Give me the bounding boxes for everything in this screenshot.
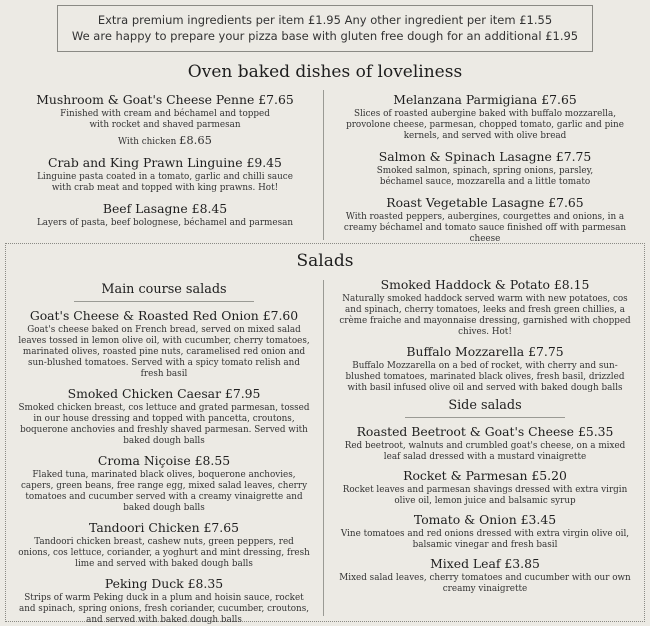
menu-item bbox=[20, 155, 310, 194]
main-salads-title: Main course salads bbox=[101, 282, 227, 297]
dish-description: Rocket leaves and parmesan shavings dressed with extra virgin olive oil, lemon juice and balsamic syrup bbox=[342, 485, 628, 506]
info-line-2: We are happy to prepare your pizza base with gluten free dough for an additional £1.95 bbox=[71, 29, 579, 43]
dish-title: Tomato & Onion £3.45 bbox=[413, 512, 557, 527]
dish-description: Mixed salad leaves, cherry tomatoes and cucumber with our own creamy vinaigrette bbox=[339, 573, 631, 594]
dish-title: Goat's Cheese & Roasted Red Onion £7.60 bbox=[29, 308, 299, 323]
info-line-1: Extra premium ingredients per item £1.95 Any other ingredient per item £1.55 bbox=[97, 13, 553, 27]
dish-title: Salmon & Spinach Lasagne £7.75 bbox=[378, 149, 592, 164]
dish-title: Crab and King Prawn Linguine £9.45 bbox=[48, 155, 282, 170]
dish-description: Naturally smoked haddock served warm with new potatoes, cos and spinach, cherry tomatoes, leeks and fresh green chillies, a crème fraiche and mayonnaise dressing, garnished with chopped chives. Hot! bbox=[339, 294, 631, 337]
dish-title: Smoked Haddock & Potato £8.15 bbox=[380, 277, 590, 292]
extra-price: £8.65 bbox=[179, 133, 212, 147]
oven-left-column bbox=[20, 92, 310, 236]
dish-description: Flaked tuna, marinated black olives, boquerone anchovies, capers, green beans, free range egg, mixed salad leaves, cherry tomatoes and cucumber served with a creamy vinaigrette and baked dough balls bbox=[20, 470, 308, 513]
menu-item bbox=[335, 195, 635, 245]
menu-item bbox=[18, 453, 310, 514]
dish-title: Croma Niçoise £8.55 bbox=[97, 453, 231, 468]
dish-title: Melanzana Parmigiana £7.65 bbox=[393, 92, 577, 107]
subheading-rule bbox=[405, 417, 565, 418]
menu-item bbox=[20, 201, 310, 229]
menu-item bbox=[18, 576, 310, 626]
salads-section-title: Salads bbox=[296, 251, 354, 271]
extra-label: With chicken bbox=[118, 137, 177, 147]
dish-description: Finished with cream and béchamel and topped with rocket and shaved parmesan bbox=[60, 109, 270, 130]
dish-title: Smoked Chicken Caesar £7.95 bbox=[67, 386, 261, 401]
menu-item bbox=[338, 277, 632, 338]
dish-description: With roasted peppers, aubergines, courgettes and onions, in a creamy béchamel and tomato sauce finished off with parmesan cheese bbox=[343, 212, 627, 244]
salads-column-divider bbox=[323, 280, 324, 616]
dish-title: Mushroom & Goat's Cheese Penne £7.65 bbox=[36, 92, 294, 107]
info-box bbox=[57, 5, 593, 52]
dish-title: Buffalo Mozzarella £7.75 bbox=[406, 344, 564, 359]
dish-description: Smoked chicken breast, cos lettuce and grated parmesan, tossed in our house dressing and topped with pancetta, croutons, boquerone anchovies and freshly shaved parmesan. Served with baked dough balls bbox=[18, 403, 310, 446]
salads-left-column bbox=[18, 282, 310, 626]
dish-description: Linguine pasta coated in a tomato, garlic and chilli sauce with crab meat and topped with king prawns. Hot! bbox=[37, 172, 293, 193]
menu-item bbox=[338, 344, 632, 394]
dish-extra bbox=[20, 135, 310, 148]
dish-title: Peking Duck £8.35 bbox=[104, 576, 224, 591]
dish-description: Red beetroot, walnuts and crumbled goat's cheese, on a mixed leaf salad dressed with a mustard vinaigrette bbox=[344, 441, 626, 462]
menu-item bbox=[338, 424, 632, 463]
menu-item bbox=[338, 468, 632, 507]
dish-description: Layers of pasta, beef bolognese, béchamel and parmesan bbox=[36, 218, 294, 228]
oven-right-column bbox=[335, 92, 635, 252]
dish-title: Beef Lasagne £8.45 bbox=[102, 201, 228, 216]
subheading-rule bbox=[74, 301, 254, 302]
menu-item bbox=[338, 512, 632, 551]
dish-title: Mixed Leaf £3.85 bbox=[430, 556, 540, 571]
dish-description: Goat's cheese baked on French bread, served on mixed salad leaves tossed in lemon olive oil, with cucumber, cherry tomatoes, marinated olives, roasted pine nuts, caramelised red onion and sun-blushed tomatoes. Served with a spicy tomato relish and fresh basil bbox=[18, 325, 310, 379]
dish-title: Rocket & Parmesan £5.20 bbox=[403, 468, 567, 483]
dish-title: Roast Vegetable Lasagne £7.65 bbox=[386, 195, 584, 210]
column-divider bbox=[323, 90, 324, 240]
menu-item bbox=[18, 520, 310, 570]
oven-section-title: Oven baked dishes of loveliness bbox=[187, 62, 463, 82]
menu-item bbox=[338, 556, 632, 595]
dish-description: Buffalo Mozzarella on a bed of rocket, with cherry and sun-blushed tomatoes, marinated black olives, fresh basil, drizzled with basil infused olive oil and served with baked dough balls bbox=[345, 361, 625, 393]
dish-description: Slices of roasted aubergine baked with buffalo mozzarella, provolone cheese, parmesan, chopped tomato, garlic and pine kernels, and served with olive bread bbox=[346, 109, 624, 141]
menu-item bbox=[335, 92, 635, 142]
menu-item bbox=[18, 386, 310, 447]
dish-title: Tandoori Chicken £7.65 bbox=[89, 520, 239, 535]
menu-item bbox=[335, 149, 635, 188]
side-salads-title: Side salads bbox=[448, 398, 522, 413]
dish-title: Roasted Beetroot & Goat's Cheese £5.35 bbox=[356, 424, 614, 439]
menu-item bbox=[18, 308, 310, 380]
salads-right-column bbox=[338, 277, 632, 595]
dish-description: Strips of warm Peking duck in a plum and hoisin sauce, rocket and spinach, spring onions, fresh coriander, cucumber, croutons, and served with baked dough balls bbox=[18, 593, 310, 625]
dish-description: Tandoori chicken breast, cashew nuts, green peppers, red onions, cos lettuce, coriander, a yoghurt and mint dressing, fresh lime and served with baked dough balls bbox=[18, 537, 310, 569]
dish-description: Smoked salmon, spinach, spring onions, parsley, béchamel sauce, mozzarella and a little tomato bbox=[376, 166, 594, 187]
menu-item bbox=[20, 92, 310, 148]
dish-description: Vine tomatoes and red onions dressed with extra virgin olive oil, balsamic vinegar and fresh basil bbox=[340, 529, 630, 550]
